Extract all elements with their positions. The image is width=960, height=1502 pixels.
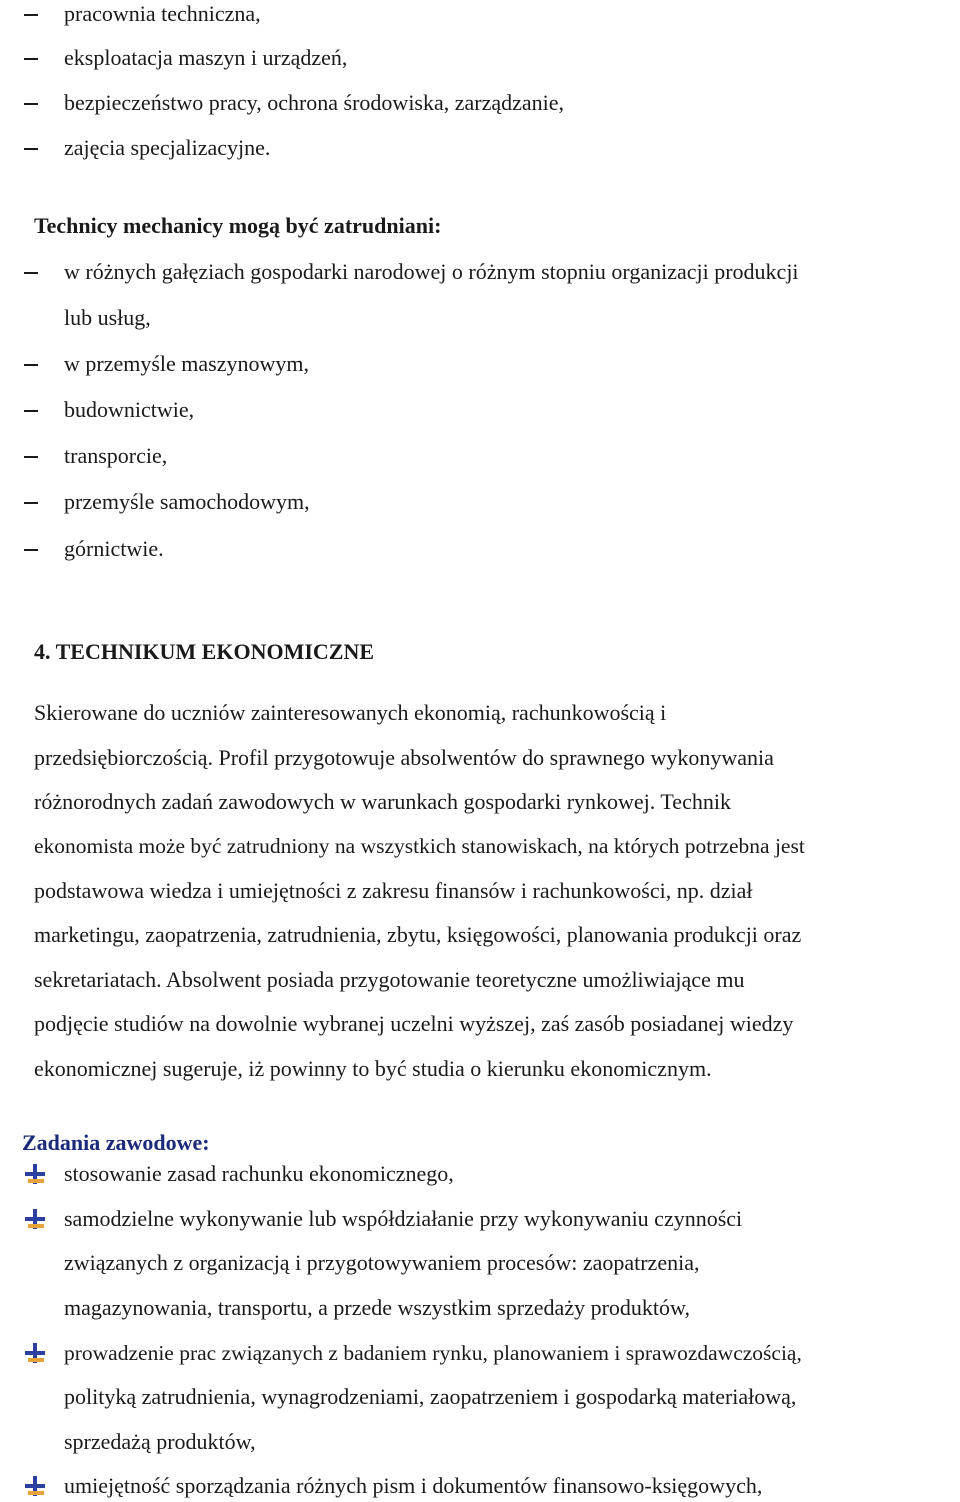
list-item-text: górnictwie. — [64, 536, 164, 561]
dash-bullet-icon — [24, 148, 38, 150]
list-item-text: budownictwie, — [64, 397, 195, 422]
list-item-text: lub usług, — [64, 305, 151, 330]
list-item-text: magazynowania, transportu, a przede wszystkim sprzedaży produktów, — [64, 1295, 690, 1320]
list-item-text: umiejętność sporządzania różnych pism i dokumentów finansowo-księgowych, — [64, 1473, 763, 1498]
list-item-text: pracownia techniczna, — [64, 1, 261, 26]
list-item-text: polityką zatrudnienia, wynagrodzeniami, zaopatrzeniem i gospodarką materiałową, — [64, 1384, 797, 1409]
dash-bullet-icon — [24, 364, 38, 366]
dash-bullet-icon — [24, 103, 38, 105]
dash-bullet-icon — [24, 502, 38, 504]
dash-bullet-icon — [24, 549, 38, 551]
list-item-text: sprzedażą produktów, — [64, 1429, 256, 1454]
list-item-text: zajęcia specjalizacyjne. — [64, 135, 271, 160]
dash-bullet-icon — [24, 14, 38, 16]
plus-bullet-icon — [24, 1163, 46, 1185]
list-item-text: prowadzenie prac związanych z badaniem rynku, planowaniem i sprawozdawczością, — [64, 1341, 802, 1365]
plus-bullet-icon — [24, 1342, 46, 1364]
list-item-text: związanych z organizacją i przygotowywaniem procesów: zaopatrzenia, — [64, 1250, 700, 1275]
plus-bullet-icon — [24, 1208, 46, 1230]
list-item-text: stosowanie zasad rachunku ekonomicznego, — [64, 1161, 454, 1186]
dash-bullet-icon — [24, 456, 38, 458]
dash-bullet-icon — [24, 58, 38, 60]
list-item-text: eksploatacja maszyn i urządzeń, — [64, 45, 348, 70]
dash-bullet-icon — [24, 410, 38, 412]
list-item-text: transporcie, — [64, 443, 168, 468]
plus-bullet-icon — [24, 1475, 46, 1497]
list-item-text: bezpieczeństwo pracy, ochrona środowiska, zarządzanie, — [64, 90, 565, 115]
list-item-text: przemyśle samochodowym, — [64, 489, 310, 514]
list-item-text: w przemyśle maszynowym, — [64, 351, 309, 376]
list-item-text: w różnych gałęziach gospodarki narodowej o różnym stopniu organizacji produkcji — [64, 259, 799, 284]
list-item-text: samodzielne wykonywanie lub współdziałanie przy wykonywaniu czynności — [64, 1206, 743, 1231]
dash-bullet-icon — [24, 272, 38, 274]
